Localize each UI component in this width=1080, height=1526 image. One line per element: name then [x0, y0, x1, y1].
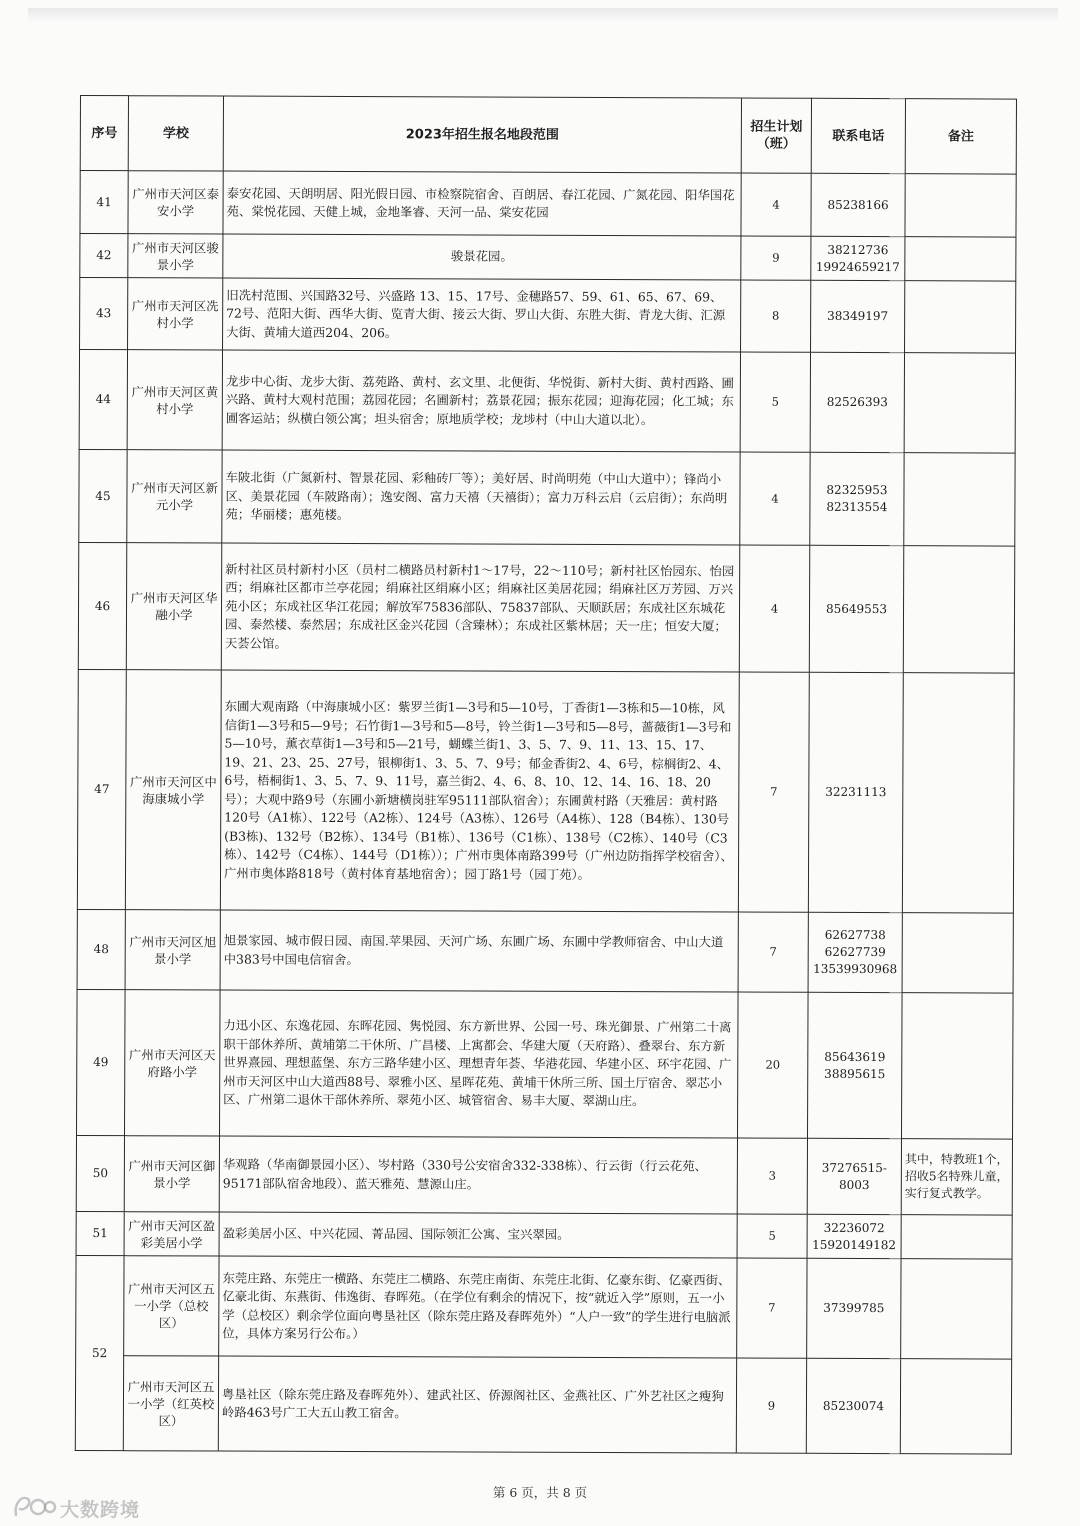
- row-note: [905, 174, 1016, 237]
- row-note: [902, 913, 1013, 993]
- phone-number: 85238166: [827, 197, 889, 212]
- row-seq: 41: [80, 171, 128, 234]
- row-seq: 49: [77, 989, 126, 1135]
- scan-top-edge: [28, 8, 1058, 22]
- row-phone: [807, 1138, 901, 1214]
- watermark-text: 大数跨境: [60, 1499, 141, 1521]
- enrollment-table: [75, 95, 1017, 1455]
- header-seq: 序号: [80, 96, 128, 171]
- phone-number: 32231113: [825, 784, 887, 800]
- row-range: 华观路（华南御景园小区）、岑村路（330号公安宿舍332-338栋）、行云街（行云花苑、95171部队宿舍地段）、蓝天雅苑、慧源山庄。: [219, 1136, 737, 1214]
- row-note: 其中，特教班1个，招收5名特殊儿童，实行复式教学。: [901, 1139, 1012, 1215]
- table-row: [75, 1355, 1011, 1454]
- row-phone: [811, 173, 905, 236]
- row-range: 东莞庄路、东莞庄一横路、东莞庄二横路、东莞庄南街、东莞庄北街、亿豪东街、亿豪西街、亿豪北街、东燕街、伟逸街、春晖苑。（在学位有剩余的情况下，按“就近入学”原则，五一小学（总校区）剩余学位面向粤垦社区（除东莞庄路及春晖苑外）“人户一致”的学生进行电脑派位，具体方案另行公布。）: [219, 1256, 737, 1358]
- row-plan: 3: [737, 1138, 807, 1214]
- row-plan: 4: [739, 545, 809, 672]
- row-note: [905, 237, 1016, 281]
- row-school: 广州市天河区天府路小学: [125, 990, 221, 1136]
- row-school: 广州市天河区骏景小学: [128, 234, 223, 278]
- phone-number: 82526393: [826, 394, 888, 410]
- row-plan: 9: [741, 236, 811, 280]
- row-school: 广州市天河区中海康城小学: [125, 670, 221, 910]
- row-phone: [807, 1258, 901, 1358]
- row-phone: [807, 992, 902, 1138]
- row-note: [901, 1259, 1012, 1359]
- row-school: 广州市天河区泰安小学: [128, 171, 223, 234]
- phone-number: 38349197: [827, 308, 889, 324]
- row-note: [902, 673, 1014, 913]
- row-note: [901, 993, 1013, 1139]
- phone-number: 85230074: [822, 1398, 885, 1413]
- header-school: 学校: [128, 96, 223, 171]
- header-plan: 招生计划（班）: [741, 98, 811, 173]
- row-note: [903, 546, 1014, 673]
- row-plan: 7: [737, 1258, 807, 1358]
- row-range: 盈彩美居小区、中兴花园、菁品园、国际领汇公寓、宝兴翠园。: [219, 1212, 737, 1258]
- phone-number: 19924659217: [815, 259, 900, 274]
- table-row: [76, 1135, 1012, 1215]
- phone-number: 38212736: [827, 242, 889, 257]
- row-phone: [806, 1358, 900, 1453]
- row-phone: [810, 452, 904, 545]
- row-school: 广州市天河区华融小学: [126, 543, 221, 670]
- row-school: 广州市天河区新元小学: [127, 450, 222, 543]
- header-phone: 联系电话: [811, 98, 905, 173]
- row-range: 粤垦社区（除东莞庄路及春晖苑外）、建武社区、侨源阁社区、金燕社区、广外艺社区之瘦狗岭路463号广工大五山教工宿舍。: [218, 1356, 736, 1453]
- phone-number: 85643619: [824, 1049, 886, 1064]
- row-plan: 5: [737, 1214, 807, 1258]
- row-school: 广州市天河区黄村小学: [127, 350, 222, 450]
- row-range: 东圃大观南路（中海康城小区：紫罗兰街1—3号和5—10号，丁香街1—3栋和5—10栋，风信街1—3号和5—9号；石竹街1—3号和5—8号，铃兰街1—3号和5—8号，蔷薇街1—3号和5—10号，薰衣草街1—3号和5—21号，蝴蝶兰街1、3、5、7、9、11、13、15、17、19、21、23、25、27号，银柳街1、3、5、7、9号；郁金香街2、4、6号，棕榈街2、4、6号，梧桐街1、3、5、7、9、11号，嘉兰街2、4、6、8、10、12、14、16、18、20号）；大观中路9号（东圃小新塘横岗驻军95111部队宿舍）；东圃黄村路（天雅居：黄村路120号（A1栋）、122号（A2栋）、124号（A3栋）、126号（A4栋）、128（B4栋）、130号(B3栋)、132号（B2栋）、134号（B1栋）、136号（C1栋）、138号（C2栋）、140号（C3栋）、142号（C4栋）、144号（D1栋））；广州市奥体南路399号（广州边防指挥学校宿舍）、广州市奥体路818号（黄村体育基地宿舍）；园丁路1号（园丁苑）。: [220, 670, 739, 912]
- row-seq: 47: [77, 669, 126, 909]
- row-seq: 48: [77, 909, 125, 989]
- row-phone: [807, 1214, 901, 1258]
- row-note: [900, 1359, 1011, 1454]
- row-school: 广州市天河区旭景小学: [125, 910, 220, 990]
- row-plan: 4: [740, 452, 810, 545]
- row-plan: 5: [740, 352, 810, 452]
- row-seq: 50: [76, 1135, 124, 1211]
- row-school: 广州市天河区御景小学: [124, 1136, 219, 1212]
- table-row: [77, 909, 1013, 993]
- row-seq: 44: [79, 350, 127, 450]
- row-phone: [810, 352, 904, 452]
- row-plan: 7: [738, 672, 809, 912]
- phone-number: 38895615: [824, 1066, 886, 1081]
- table-row: [76, 1211, 1012, 1259]
- row-phone: [808, 672, 903, 912]
- row-note: [901, 1215, 1012, 1259]
- row-range: 旭景家园、城市假日园、南国.苹果园、天河广场、东圃广场、东圃中学教师宿舍、中山大道中383号中国电信宿舍。: [220, 910, 738, 992]
- row-phone: [809, 545, 903, 672]
- phone-number: 32236072: [823, 1220, 885, 1235]
- row-range: 旧冼村范围、兴国路32号、兴盛路 13、15、17号、金穗路57、59、61、65、67、69、72号、范阳大街、西华大街、览青大街、接云大街、罗山大街、东胜大街、青龙大街、汇源大街、黄埔大道西204、206。: [223, 278, 741, 352]
- table-header-row: [80, 96, 1016, 175]
- row-range: 力迅小区、东逸花园、东晖花园、隽悦园、东方新世界、公园一号、珠光御景、广州第二十离职干部休养所、黄埔第二干休所、广昌楼、上寓都会、华建大厦（天府路）、叠翠台、东方新世界熹园、理想蓝堡、东方三路华建小区、理想青年荟、华港花园、华建小区、环宇花园、广州市天河区中山大道西88号、翠雅小区、星晖花苑、黄埔干休所三所、国土厅宿舍、翠芯小区、广州第二退休干部休养所、翠苑小区、城管宿舍、易丰大厦、翠湖山庄。: [220, 990, 739, 1138]
- row-phone: [811, 236, 905, 280]
- phone-number: 82313554: [826, 499, 888, 515]
- row-range: 新村社区员村新村小区（员村二横路员村新村1～17号，22～110号；新村社区怡园东、怡园西；绢麻社区都市兰亭花园；绢麻社区绢麻小区；绢麻社区美居花园；绢麻社区万芳园、万兴苑小区；东成社区华江花园；解放军75836部队、75837部队、天顺跃居；东成社区东城花园、泰然楼、泰然居；东成社区金兴花园（含臻林）；东成社区紫林居；天一庄；恒安大厦；天荟公馆。: [221, 543, 739, 672]
- watermark-logo: [12, 1491, 147, 1521]
- row-note: [904, 353, 1015, 453]
- table-row: [80, 278, 1016, 354]
- phone-number: 82325953: [826, 482, 888, 498]
- row-plan: 9: [736, 1358, 806, 1453]
- header-note: 备注: [905, 99, 1016, 174]
- phone-number: 15920149182: [812, 1237, 897, 1252]
- row-note: [905, 281, 1016, 353]
- phone-number: 37399785: [823, 1300, 885, 1316]
- page-number: 第 6 页，共 8 页: [492, 1485, 588, 1500]
- row-plan: 20: [737, 992, 808, 1138]
- row-plan: 8: [741, 280, 811, 352]
- row-seq: 52: [75, 1255, 124, 1450]
- row-seq: 46: [78, 542, 126, 669]
- row-school: 广州市天河区五一小学（红英校区）: [123, 1356, 218, 1451]
- phone-number: 62627739: [824, 944, 886, 960]
- row-seq: 51: [76, 1211, 124, 1255]
- watermark-icon: [12, 1491, 58, 1521]
- table-row: [78, 542, 1014, 673]
- row-seq: 45: [79, 449, 127, 542]
- row-seq: 42: [80, 234, 128, 278]
- phone-number: 13539930968: [813, 961, 898, 977]
- table-row: [76, 1255, 1012, 1359]
- row-school: 广州市天河区五一小学（总校区）: [124, 1256, 219, 1356]
- row-plan: 4: [741, 173, 811, 236]
- table-row: [80, 171, 1016, 238]
- row-range: 龙步中心街、龙步大街、荔苑路、黄村、玄文里、北便街、华悦街、新村大街、黄村西路、圃兴路、黄村大观村范围；荔园花园；名圃新村；荔景花园；振东花园；迎海花园；化工城；东圃客运站；纵横白领公寓；坦头宿舍；原地质学校；龙埗村（中山大道以北）。: [222, 350, 740, 452]
- phone-number: 37276515-8003: [821, 1160, 887, 1192]
- table-row: [79, 449, 1015, 546]
- header-range: 2023年招生报名地段范围: [223, 96, 741, 173]
- phone-number: 85649553: [825, 601, 888, 616]
- row-school: 广州市天河区冼村小学: [128, 278, 223, 350]
- table-row: [77, 989, 1014, 1139]
- phone-number: 62627738: [824, 927, 886, 943]
- row-school: 广州市天河区盈彩美居小学: [124, 1212, 219, 1256]
- row-range: 车陂北街（广氮新村、智景花园、彩釉砖厂等）；美好居、时尚明苑（中山大道中）；锋尚小区、美景花园（车陂路南）；逸安阁、富力天禧（天禧街）；富力万科云启（云启街）；东尚明苑；华丽楼；惠苑楼。: [222, 450, 740, 545]
- row-range: 骏景花园。: [223, 234, 741, 280]
- table-row: [79, 350, 1015, 454]
- row-range: 泰安花园、天朗明居、阳光假日园、市检察院宿舍、百朗居、春江花园、广氮花园、阳华国花苑、棠悦花园、天健上城，金地峯睿、天河一品、棠安花园: [223, 171, 741, 236]
- row-plan: 7: [738, 912, 808, 992]
- row-seq: 43: [80, 278, 128, 350]
- table-row: [77, 669, 1014, 913]
- row-phone: [811, 280, 905, 352]
- table-row: [80, 234, 1016, 282]
- row-note: [904, 453, 1015, 546]
- row-phone: [808, 912, 902, 992]
